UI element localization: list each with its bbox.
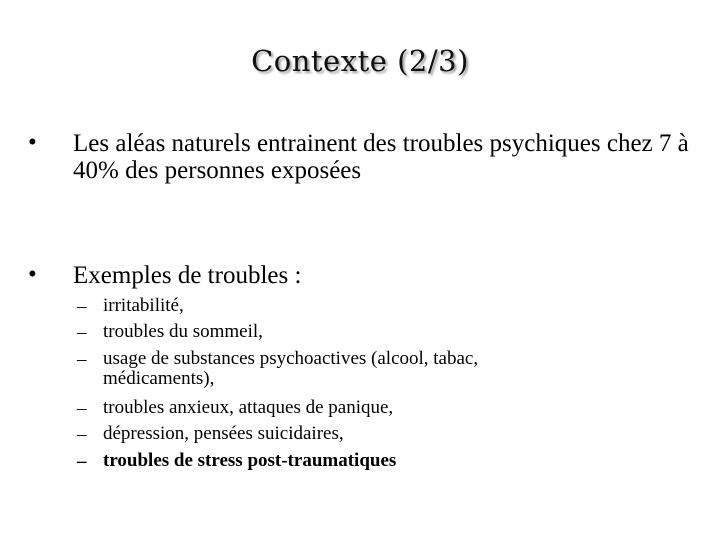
sub-item-substances: usage de substances psychoactives (alcool, tabac, médicaments), xyxy=(103,348,479,389)
bullet-marker: • xyxy=(28,129,37,156)
sub-bullet-dash: – xyxy=(77,451,87,472)
sub-item-ptsd: troubles de stress post-traumatiques xyxy=(103,450,397,471)
sub-item-irritability: irritabilité, xyxy=(103,295,184,316)
sub-item-anxiety: troubles anxieux, attaques de panique, xyxy=(103,397,394,418)
sub-bullet-dash: – xyxy=(77,322,87,343)
bullet-text-prevalence: Les aléas naturels entrainent des troubles psychiques chez 7 à 40% des personnes exposées xyxy=(73,130,689,184)
sub-bullet-dash: – xyxy=(77,398,87,419)
sub-bullet-dash: – xyxy=(77,349,87,370)
bullet-text-examples: Exemples de troubles : xyxy=(73,262,302,289)
sub-bullet-dash: – xyxy=(77,296,87,317)
slide-title: Contexte (2/3) xyxy=(251,44,469,78)
sub-item-depression: dépression, pensées suicidaires, xyxy=(103,423,344,444)
sub-item-sleep: troubles du sommeil, xyxy=(103,321,263,342)
sub-bullet-dash: – xyxy=(77,424,87,445)
bullet-marker: • xyxy=(28,261,37,288)
